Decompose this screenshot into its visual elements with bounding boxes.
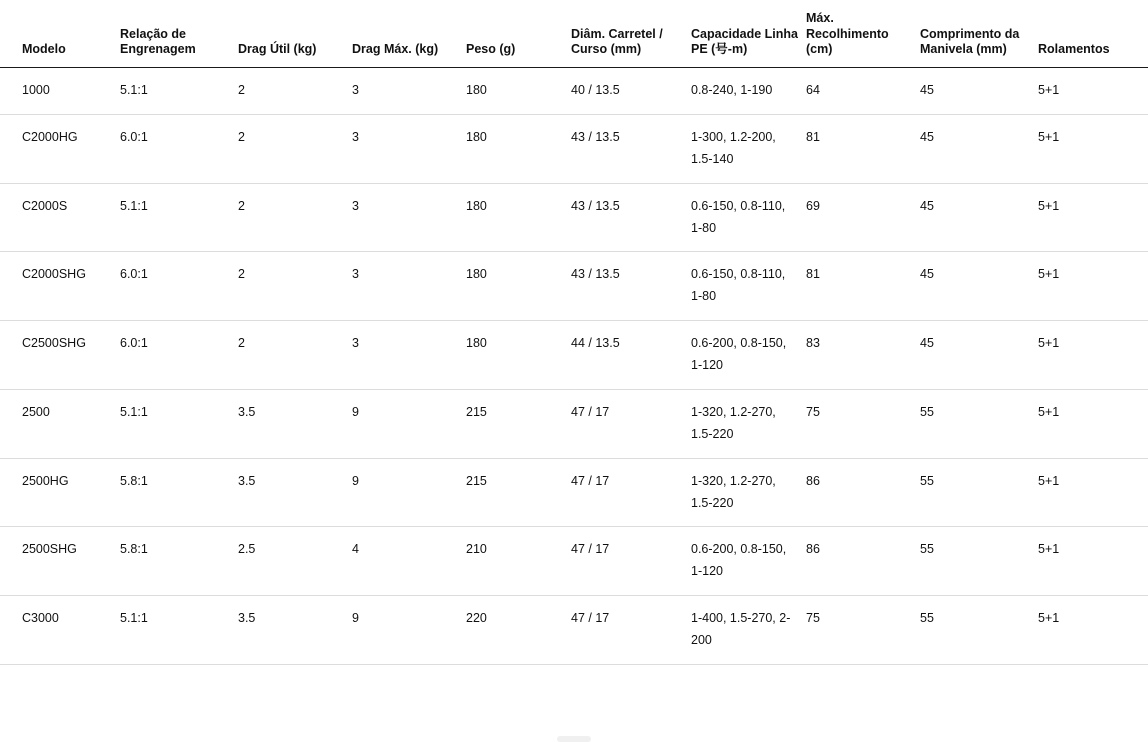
cell-capacidade: 1-320, 1.2-270, 1.5-220 <box>691 389 806 458</box>
cell-drag-util: 2 <box>238 252 352 321</box>
cell-diam-curso: 43 / 13.5 <box>571 114 691 183</box>
cell-modelo: C2500SHG <box>0 321 120 390</box>
cell-capacidade: 1-300, 1.2-200, 1.5-140 <box>691 114 806 183</box>
cell-drag-max: 4 <box>352 527 466 596</box>
column-header-rolamentos: Rolamentos <box>1038 0 1148 68</box>
cell-rolamentos: 5+1 <box>1038 458 1148 527</box>
column-header-peso: Peso (g) <box>466 0 571 68</box>
column-header-modelo: Modelo <box>0 0 120 68</box>
cell-manivela: 55 <box>920 596 1038 665</box>
cell-manivela: 55 <box>920 458 1038 527</box>
cell-rolamentos: 5+1 <box>1038 183 1148 252</box>
column-header-comprimento-manivela: Comprimento da Manivela (mm) <box>920 0 1038 68</box>
cell-manivela: 45 <box>920 252 1038 321</box>
column-header-relacao-engrenagem: Relação de Engrenagem <box>120 0 238 68</box>
cell-rolamentos: 5+1 <box>1038 321 1148 390</box>
cell-modelo: C2000S <box>0 183 120 252</box>
cell-capacidade: 1-320, 1.2-270, 1.5-220 <box>691 458 806 527</box>
cell-diam-curso: 47 / 17 <box>571 458 691 527</box>
cell-drag-util: 2 <box>238 321 352 390</box>
cell-peso: 180 <box>466 68 571 115</box>
column-header-drag-util: Drag Útil (kg) <box>238 0 352 68</box>
cell-peso: 215 <box>466 458 571 527</box>
cell-manivela: 45 <box>920 68 1038 115</box>
cell-recolhimento: 81 <box>806 114 920 183</box>
cell-modelo: 1000 <box>0 68 120 115</box>
cell-capacidade: 1-400, 1.5-270, 2-200 <box>691 596 806 665</box>
cell-drag-util: 2 <box>238 68 352 115</box>
cell-diam-curso: 40 / 13.5 <box>571 68 691 115</box>
cell-drag-util: 3.5 <box>238 596 352 665</box>
table-header-row <box>0 0 1148 68</box>
table-row <box>0 114 1148 183</box>
cell-manivela: 45 <box>920 183 1038 252</box>
cell-modelo: C2000SHG <box>0 252 120 321</box>
table-row <box>0 596 1148 665</box>
cell-rolamentos: 5+1 <box>1038 596 1148 665</box>
cell-diam-curso: 44 / 13.5 <box>571 321 691 390</box>
cell-manivela: 45 <box>920 114 1038 183</box>
cell-peso: 180 <box>466 252 571 321</box>
cell-relacao: 5.1:1 <box>120 596 238 665</box>
cell-diam-curso: 43 / 13.5 <box>571 183 691 252</box>
cell-drag-max: 3 <box>352 68 466 115</box>
column-header-max-recolhimento: Máx. Recolhimento (cm) <box>806 0 920 68</box>
table-row <box>0 183 1148 252</box>
cell-recolhimento: 75 <box>806 596 920 665</box>
table-row <box>0 252 1148 321</box>
table-body <box>0 68 1148 665</box>
cell-relacao: 5.8:1 <box>120 458 238 527</box>
cell-recolhimento: 81 <box>806 252 920 321</box>
cell-drag-max: 9 <box>352 389 466 458</box>
cell-capacidade: 0.6-200, 0.8-150, 1-120 <box>691 527 806 596</box>
cell-relacao: 5.1:1 <box>120 183 238 252</box>
cell-relacao: 6.0:1 <box>120 321 238 390</box>
cell-capacidade: 0.8-240, 1-190 <box>691 68 806 115</box>
table-header <box>0 0 1148 68</box>
cell-drag-util: 3.5 <box>238 389 352 458</box>
cell-rolamentos: 5+1 <box>1038 68 1148 115</box>
cell-modelo: C3000 <box>0 596 120 665</box>
cell-drag-util: 2 <box>238 114 352 183</box>
cell-peso: 215 <box>466 389 571 458</box>
cell-rolamentos: 5+1 <box>1038 252 1148 321</box>
horizontal-scroll-indicator[interactable] <box>557 736 591 742</box>
cell-modelo: 2500HG <box>0 458 120 527</box>
cell-rolamentos: 5+1 <box>1038 389 1148 458</box>
cell-relacao: 5.8:1 <box>120 527 238 596</box>
table-row <box>0 527 1148 596</box>
column-header-capacidade-linha: Capacidade Linha PE (号-m) <box>691 0 806 68</box>
cell-recolhimento: 86 <box>806 527 920 596</box>
cell-drag-max: 3 <box>352 183 466 252</box>
cell-drag-util: 2 <box>238 183 352 252</box>
cell-manivela: 55 <box>920 389 1038 458</box>
cell-relacao: 6.0:1 <box>120 252 238 321</box>
cell-relacao: 5.1:1 <box>120 389 238 458</box>
table-row <box>0 458 1148 527</box>
cell-relacao: 6.0:1 <box>120 114 238 183</box>
column-header-diametro-curso: Diâm. Carretel / Curso (mm) <box>571 0 691 68</box>
cell-peso: 180 <box>466 321 571 390</box>
cell-peso: 220 <box>466 596 571 665</box>
cell-drag-max: 3 <box>352 321 466 390</box>
cell-drag-util: 2.5 <box>238 527 352 596</box>
cell-relacao: 5.1:1 <box>120 68 238 115</box>
cell-rolamentos: 5+1 <box>1038 114 1148 183</box>
cell-peso: 210 <box>466 527 571 596</box>
cell-peso: 180 <box>466 183 571 252</box>
table-row <box>0 321 1148 390</box>
cell-modelo: 2500SHG <box>0 527 120 596</box>
cell-drag-max: 9 <box>352 596 466 665</box>
cell-drag-max: 9 <box>352 458 466 527</box>
cell-manivela: 45 <box>920 321 1038 390</box>
cell-capacidade: 0.6-150, 0.8-110, 1-80 <box>691 183 806 252</box>
table-row <box>0 389 1148 458</box>
cell-manivela: 55 <box>920 527 1038 596</box>
table-row <box>0 68 1148 115</box>
cell-recolhimento: 86 <box>806 458 920 527</box>
cell-drag-max: 3 <box>352 252 466 321</box>
cell-rolamentos: 5+1 <box>1038 527 1148 596</box>
cell-modelo: C2000HG <box>0 114 120 183</box>
column-header-drag-maximo: Drag Máx. (kg) <box>352 0 466 68</box>
cell-capacidade: 0.6-150, 0.8-110, 1-80 <box>691 252 806 321</box>
cell-drag-max: 3 <box>352 114 466 183</box>
cell-diam-curso: 47 / 17 <box>571 389 691 458</box>
cell-recolhimento: 64 <box>806 68 920 115</box>
cell-diam-curso: 47 / 17 <box>571 596 691 665</box>
cell-recolhimento: 75 <box>806 389 920 458</box>
cell-recolhimento: 69 <box>806 183 920 252</box>
cell-modelo: 2500 <box>0 389 120 458</box>
cell-capacidade: 0.6-200, 0.8-150, 1-120 <box>691 321 806 390</box>
cell-diam-curso: 43 / 13.5 <box>571 252 691 321</box>
cell-diam-curso: 47 / 17 <box>571 527 691 596</box>
cell-recolhimento: 83 <box>806 321 920 390</box>
cell-drag-util: 3.5 <box>238 458 352 527</box>
cell-peso: 180 <box>466 114 571 183</box>
